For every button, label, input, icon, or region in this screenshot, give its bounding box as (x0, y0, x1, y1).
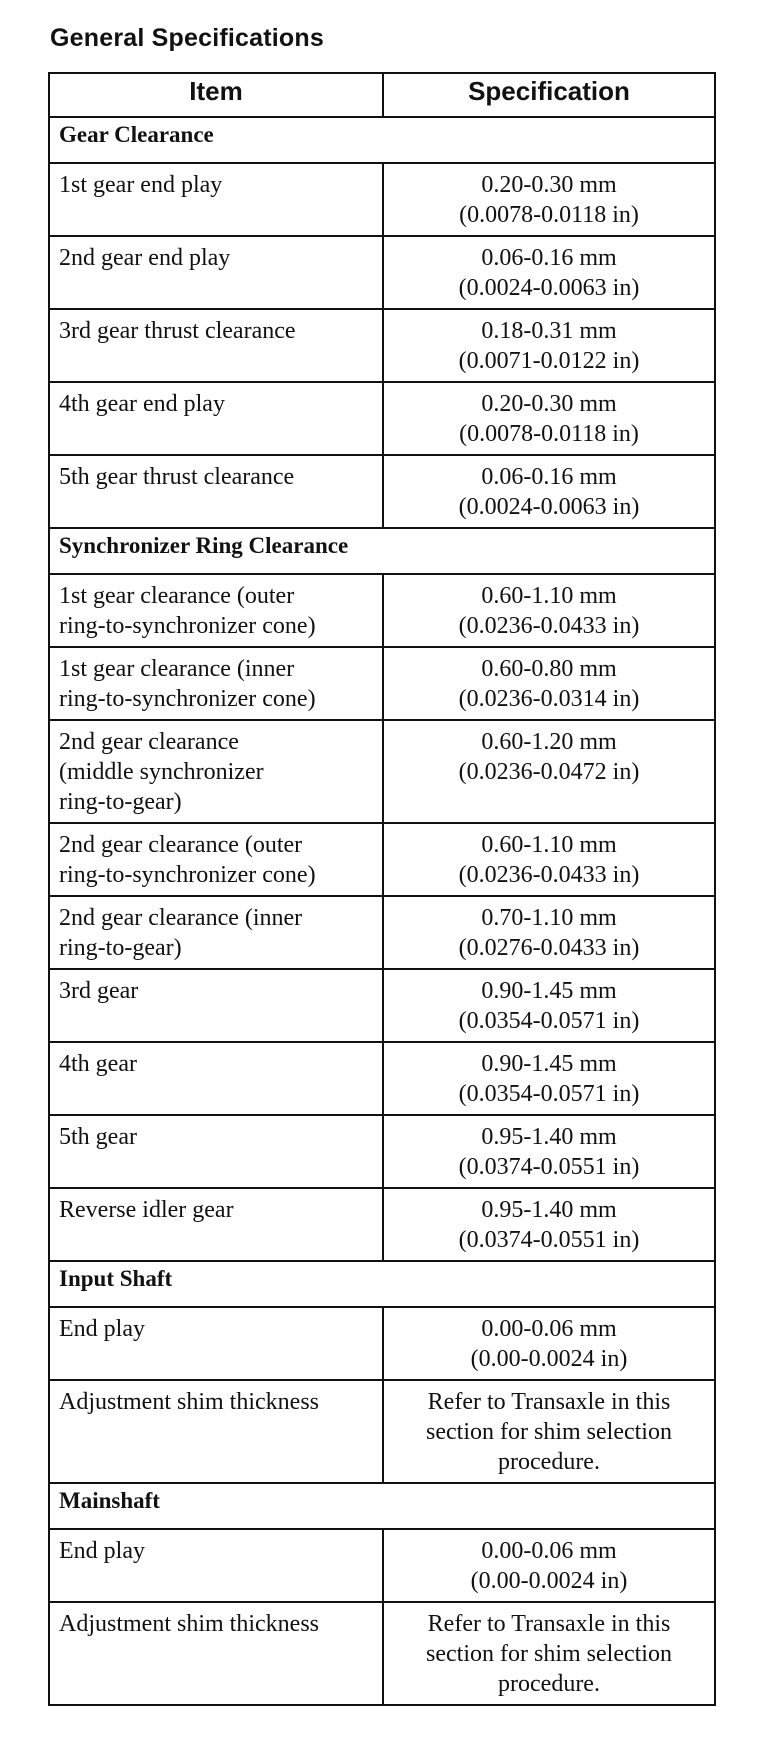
item-cell (49, 647, 383, 720)
item-text: 2nd gear clearance (inner (59, 905, 303, 931)
specification-text: 0.00-0.06 mm (481, 1316, 617, 1342)
item-text: 1st gear end play (59, 172, 223, 198)
column-header-specification: Specification (383, 73, 715, 117)
specification-text: (0.0236-0.0472 in) (458, 759, 640, 785)
specification-text: (0.0078-0.0118 in) (459, 202, 639, 228)
table-row (49, 1602, 715, 1705)
specification-text: (0.0236-0.0314 in) (458, 686, 640, 712)
section-row (49, 528, 715, 574)
item-text: 4th gear end play (59, 391, 225, 417)
item-cell (49, 823, 383, 896)
specification-text: 0.90-1.45 mm (481, 1051, 617, 1077)
item-cell (49, 1188, 383, 1261)
specification-text: 0.60-1.10 mm (481, 832, 617, 858)
specification-text: procedure. (498, 1449, 600, 1475)
item-text: ring-to-gear) (59, 935, 182, 961)
item-text: End play (59, 1316, 145, 1342)
item-text: ring-to-gear) (59, 789, 182, 815)
item-text: ring-to-synchronizer cone) (59, 862, 316, 888)
item-text: 1st gear clearance (outer (59, 583, 295, 609)
item-text: 2nd gear end play (59, 245, 231, 271)
item-text: 3rd gear thrust clearance (59, 318, 296, 344)
specifications-table (48, 72, 716, 1706)
table-row (49, 896, 715, 969)
table-row (49, 1307, 715, 1380)
specification-cell (383, 896, 715, 969)
section-heading: Input Shaft (49, 1261, 715, 1307)
item-cell (49, 309, 383, 382)
section-row (49, 1483, 715, 1529)
specification-text: 0.90-1.45 mm (481, 978, 617, 1004)
header-row (49, 73, 715, 117)
specification-cell (383, 1115, 715, 1188)
specification-text: 0.60-1.10 mm (481, 583, 617, 609)
table-row (49, 1380, 715, 1483)
item-text: 3rd gear (59, 978, 139, 1004)
specification-text: (0.0374-0.0551 in) (458, 1154, 640, 1180)
item-text: Reverse idler gear (59, 1197, 234, 1223)
item-text: 4th gear (59, 1051, 137, 1077)
table-row (49, 720, 715, 823)
specification-text: procedure. (498, 1671, 600, 1697)
specification-cell (383, 1380, 715, 1483)
specification-text: 0.06-0.16 mm (481, 464, 617, 490)
specification-text: (0.0236-0.0433 in) (458, 613, 640, 639)
specification-text: Refer to Transaxle in this (427, 1389, 671, 1415)
item-cell (49, 969, 383, 1042)
item-cell (49, 236, 383, 309)
specification-cell (383, 382, 715, 455)
specification-text: 0.70-1.10 mm (481, 905, 617, 931)
item-cell (49, 163, 383, 236)
table-row (49, 1529, 715, 1602)
specification-text: (0.0354-0.0571 in) (458, 1081, 640, 1107)
table-row (49, 1188, 715, 1261)
specification-text: Refer to Transaxle in this (427, 1611, 671, 1637)
specification-cell (383, 720, 715, 823)
item-cell (49, 896, 383, 969)
specification-cell (383, 1529, 715, 1602)
item-cell (49, 1602, 383, 1705)
specification-cell (383, 1602, 715, 1705)
specification-text: section for shim selection (426, 1419, 672, 1445)
table-row (49, 647, 715, 720)
item-text: 2nd gear clearance (59, 729, 239, 755)
specification-text: 0.18-0.31 mm (481, 318, 617, 344)
table-row (49, 382, 715, 455)
specification-text: (0.0071-0.0122 in) (458, 348, 640, 374)
specification-text: (0.0236-0.0433 in) (458, 862, 640, 888)
item-cell (49, 720, 383, 823)
table-row (49, 823, 715, 896)
table-row (49, 309, 715, 382)
specification-text: section for shim selection (426, 1641, 672, 1667)
specification-text: 0.95-1.40 mm (481, 1197, 617, 1223)
table-row (49, 574, 715, 647)
specification-text: (0.0374-0.0551 in) (458, 1227, 640, 1253)
specification-cell (383, 969, 715, 1042)
item-cell (49, 455, 383, 528)
section-row (49, 117, 715, 163)
table-row (49, 969, 715, 1042)
specification-cell (383, 1188, 715, 1261)
specification-text: (0.00-0.0024 in) (470, 1346, 628, 1372)
specification-cell (383, 1307, 715, 1380)
specification-text: 0.20-0.30 mm (481, 391, 617, 417)
table-row (49, 455, 715, 528)
table-row (49, 236, 715, 309)
specification-cell (383, 1042, 715, 1115)
specification-text: 0.60-0.80 mm (481, 656, 617, 682)
specification-cell (383, 823, 715, 896)
specification-cell (383, 647, 715, 720)
item-text: 5th gear (59, 1124, 137, 1150)
specification-text: 0.06-0.16 mm (481, 245, 617, 271)
item-cell (49, 1380, 383, 1483)
table-body (49, 117, 715, 1705)
table-row (49, 1042, 715, 1115)
specification-text: (0.0276-0.0433 in) (458, 935, 640, 961)
specification-text: 0.00-0.06 mm (481, 1538, 617, 1564)
item-cell (49, 382, 383, 455)
specification-cell (383, 163, 715, 236)
specification-text: (0.0078-0.0118 in) (459, 421, 639, 447)
item-cell (49, 1042, 383, 1115)
item-text: ring-to-synchronizer cone) (59, 613, 316, 639)
item-cell (49, 1115, 383, 1188)
table-row (49, 1115, 715, 1188)
item-text: 5th gear thrust clearance (59, 464, 295, 490)
specification-text: 0.95-1.40 mm (481, 1124, 617, 1150)
item-text: ring-to-synchronizer cone) (59, 686, 316, 712)
item-text: Adjustment shim thickness (59, 1389, 319, 1415)
item-text: (middle synchronizer (59, 759, 264, 785)
specification-text: 0.20-0.30 mm (481, 172, 617, 198)
specification-text: (0.0354-0.0571 in) (458, 1008, 640, 1034)
item-cell (49, 1529, 383, 1602)
specification-cell (383, 455, 715, 528)
section-row (49, 1261, 715, 1307)
table-row (49, 163, 715, 236)
item-text: Adjustment shim thickness (59, 1611, 319, 1637)
item-text: 1st gear clearance (inner (59, 656, 295, 682)
section-heading: Gear Clearance (49, 117, 715, 163)
page-title: General Specifications (50, 24, 324, 52)
column-header-item: Item (49, 73, 383, 117)
specification-cell (383, 236, 715, 309)
specification-text: (0.0024-0.0063 in) (458, 494, 640, 520)
specification-cell (383, 574, 715, 647)
section-heading: Mainshaft (49, 1483, 715, 1529)
section-heading: Synchronizer Ring Clearance (49, 528, 715, 574)
item-text: 2nd gear clearance (outer (59, 832, 303, 858)
item-text: End play (59, 1538, 145, 1564)
item-cell (49, 574, 383, 647)
specification-cell (383, 309, 715, 382)
item-cell (49, 1307, 383, 1380)
specification-text: 0.60-1.20 mm (481, 729, 617, 755)
specification-text: (0.0024-0.0063 in) (458, 275, 640, 301)
specification-text: (0.00-0.0024 in) (470, 1568, 628, 1594)
